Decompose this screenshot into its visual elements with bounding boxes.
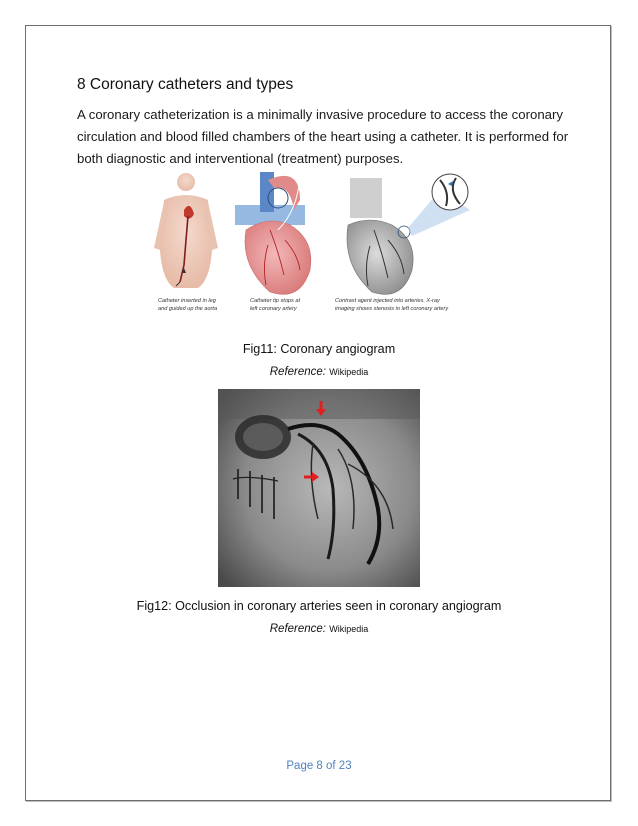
figure2-reference-label: Reference: [269,623,327,635]
figure1-reference [0,366,638,378]
panel1-label-line2: and guided up the aorta [158,306,218,312]
catheterization-illustration [150,170,470,320]
panel3-label-line1: Contrast agent injected into arteries. X-ray [335,298,440,304]
section-heading: 8 Coronary catheters and types [77,76,294,93]
panel1-label-line1: Catheter inserted in leg [158,298,216,304]
figure1-reference-label: Reference: [269,366,327,378]
panel3-label-line2: imaging shows stenosis in left coronary artery [335,306,449,312]
panel2-label-line2: left coronary artery [250,306,297,312]
angiogram-xray-image [218,389,420,587]
panel2-label-line1: Catheter tip stops at [250,298,301,304]
section-paragraph: A coronary catheterization is a minimally invasive procedure to access the coronary circulation and blood filled chambers of the heart using a catheter. It is performed for both diagnostic and interventional (treatment) purposes. [77,107,569,166]
figure1-reference-source: Wikipedia [329,367,369,377]
figure2-reference [0,623,638,635]
figure2-reference-source: Wikipedia [329,624,369,634]
page-number: Page 8 of 23 [286,760,352,772]
figure2-caption: Fig12: Occlusion in coronary arteries seen in coronary angiogram [136,599,502,613]
heart-gray-figure [347,174,470,294]
body-figure [154,173,218,288]
figure1-caption: Fig11: Coronary angiogram [242,342,396,356]
heart-color-figure [235,172,311,294]
